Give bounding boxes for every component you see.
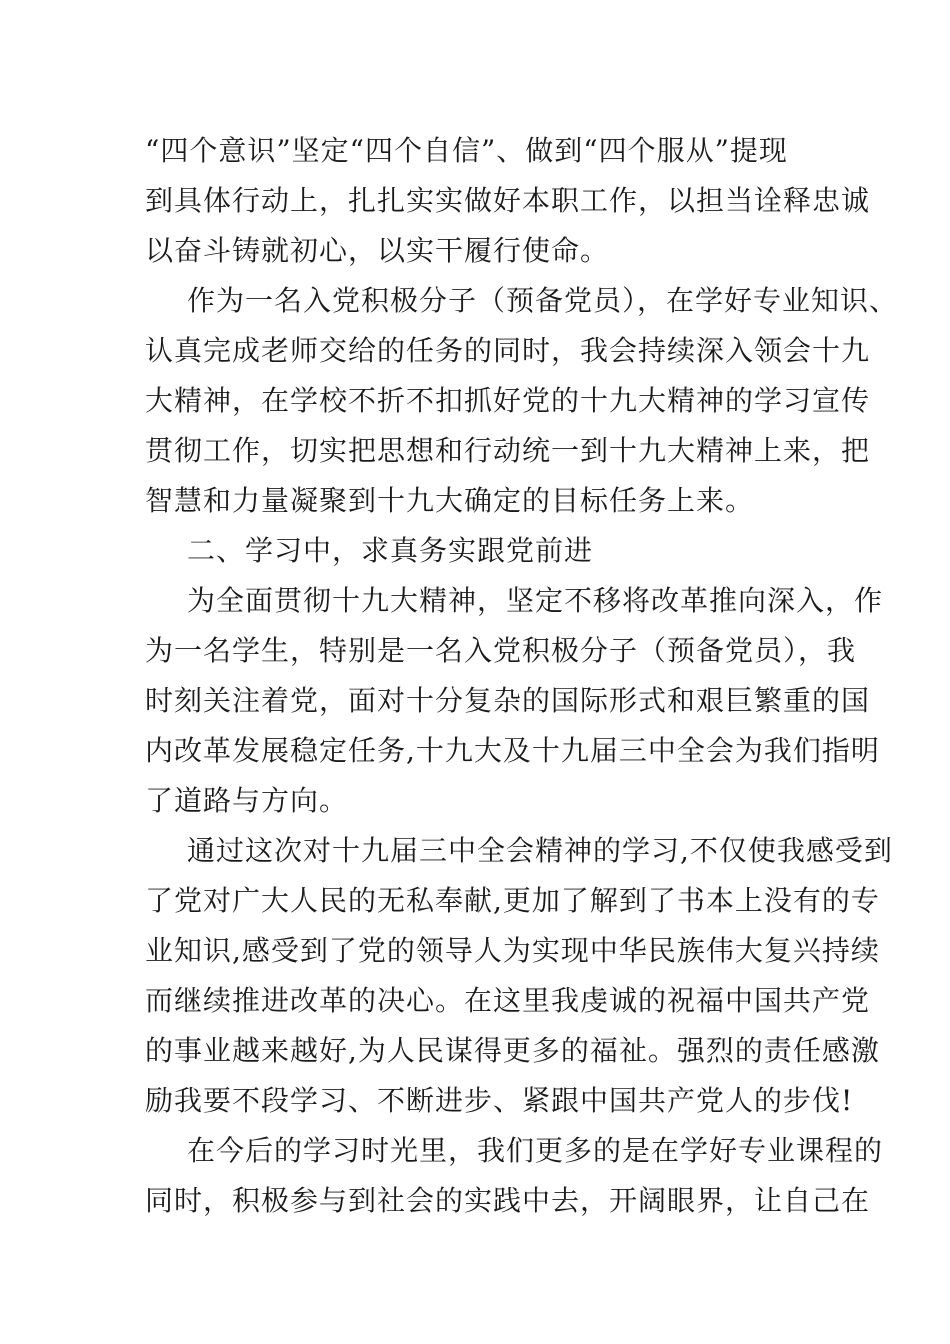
text-line: 的事业越来越好,为人民谋得更多的福祉。强烈的责任感激 <box>145 1034 880 1067</box>
text-line: 以奋斗铸就初心，以实干履行使命。 <box>145 234 610 267</box>
text-line: 为一名学生，特别是一名入党积极分子（预备党员），我 <box>145 634 857 667</box>
text-line: 励我要不段学习、不断进步、紧跟中国共产党人的步伐! <box>145 1084 854 1117</box>
text-line: 大精神，在学校不折不扣抓好党的十九大精神的学习宣传 <box>145 384 871 417</box>
text-line: 认真完成老师交给的任务的同时，我会持续深入领会十九 <box>145 334 871 367</box>
text-line: 了党对广大人民的无私奉献,更加了解到了书本上没有的专 <box>145 884 880 917</box>
text-line: 到具体行动上，扎扎实实做好本职工作，以担当诠释忠诚 <box>145 184 871 217</box>
text-line: 同时，积极参与到社会的实践中去，开阔眼界，让自己在 <box>145 1184 871 1217</box>
text-line: “四个意识”坚定“四个自信”、做到“四个服从”提现 <box>145 134 788 167</box>
text-line: 智慧和力量凝聚到十九大确定的目标任务上来。 <box>145 484 755 517</box>
paragraph-first-line: 为全面贯彻十九大精神，坚定不移将改革推向深入，作 <box>187 584 884 617</box>
text-line: 了道路与方向。 <box>145 784 349 817</box>
text-line: 贯彻工作，切实把思想和行动统一到十九大精神上来，把 <box>145 434 871 467</box>
text-line: 而继续推进改革的决心。在这里我虔诚的祝福中国共产党 <box>145 984 871 1017</box>
paragraph-first-line: 作为一名入党积极分子（预备党员），在学好专业知识、 <box>187 284 899 317</box>
paragraph-first-line: 通过这次对十九届三中全会精神的学习,不仅使我感受到 <box>187 834 893 867</box>
text-line: 内改革发展稳定任务,十九大及十九届三中全会为我们指明 <box>145 734 880 767</box>
text-line: 时刻关注着党，面对十分复杂的国际形式和艰巨繁重的国 <box>145 684 871 717</box>
paragraph-first-line: 在今后的学习时光里，我们更多的是在学好专业课程的 <box>187 1134 884 1167</box>
text-line: 业知识,感受到了党的领导人为实现中华民族伟大复兴持续 <box>145 934 880 967</box>
section-heading: 二、学习中，求真务实跟党前进 <box>187 534 594 567</box>
